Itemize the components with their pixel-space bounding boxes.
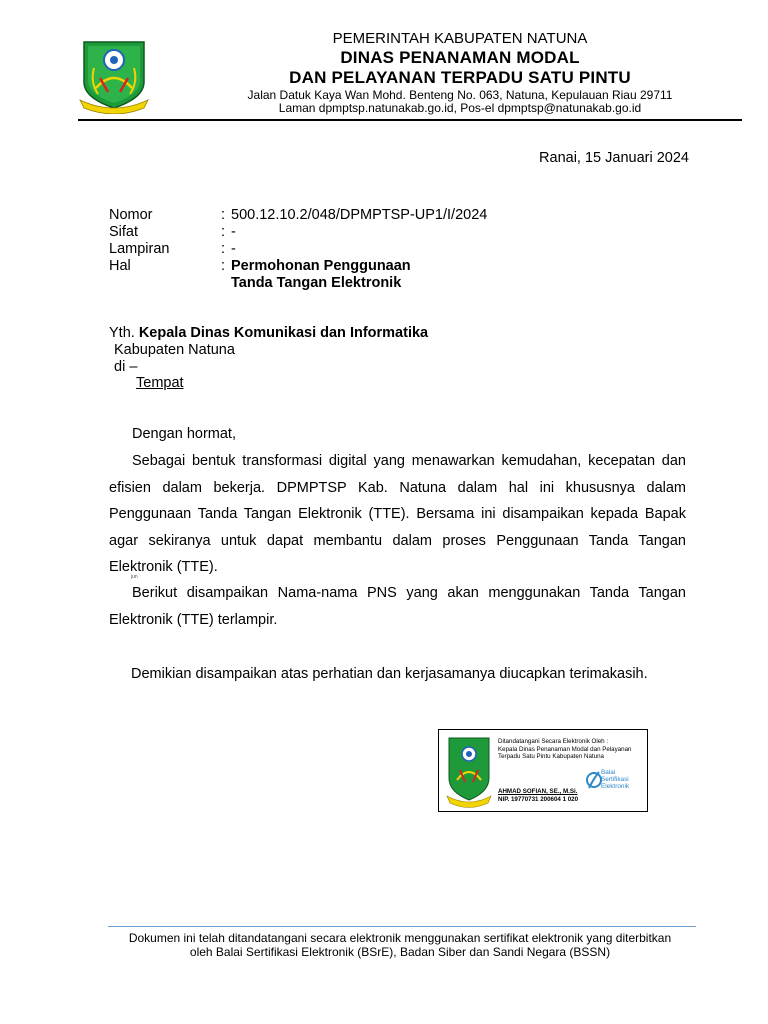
recipient-prefix: Yth. bbox=[109, 325, 135, 341]
bsre-text-line-3: Elektronik bbox=[601, 783, 630, 790]
nomor-label: Nomor bbox=[109, 207, 153, 223]
body-paragraph-2: Berikut disampaikan Nama-nama PNS yang akan menggunakan Tanda Tangan Elektronik (TTE) terlampir. bbox=[109, 585, 686, 628]
letterhead-agency-name-2: DAN PELAYANAN TERPADU SATU PINTU bbox=[289, 68, 631, 87]
signatory-name: AHMAD SOFIAN, SE., M.Si. bbox=[498, 788, 578, 795]
hal-value-line-2: Tanda Tangan Elektronik bbox=[231, 275, 402, 291]
letterhead-divider bbox=[78, 119, 742, 121]
signature-position-line-1: Kepala Dinas Penanaman Modal dan Pelayanan bbox=[498, 746, 632, 753]
footer-divider bbox=[108, 926, 696, 927]
letter-date: Ranai, 15 Januari 2024 bbox=[539, 150, 689, 166]
recipient-name: Kepala Dinas Komunikasi dan Informatika bbox=[138, 325, 429, 341]
letterhead-contact: Laman dpmptsp.natunakab.go.id, Pos-el dpmptsp@natunakab.go.id bbox=[278, 101, 642, 115]
footer-line-2: oleh Balai Sertifikasi Elektronik (BSrE), Badan Siber dan Sandi Negara (BSSN) bbox=[189, 945, 611, 959]
nomor-value: 500.12.10.2/048/DPMPTSP-UP1/I/2024 bbox=[231, 207, 488, 223]
letterhead-agency-name: DINAS PENANAMAN MODAL bbox=[340, 48, 580, 67]
natuna-emblem-icon bbox=[78, 38, 150, 114]
hal-value-line-1: Permohonan Penggunaan bbox=[231, 258, 411, 274]
recipient-regency: Kabupaten Natuna bbox=[114, 342, 235, 358]
lampiran-label: Lampiran bbox=[109, 241, 170, 257]
sifat-value: - bbox=[231, 224, 236, 240]
nomor-colon: : bbox=[221, 207, 226, 223]
recipient-line bbox=[109, 325, 428, 342]
letterhead-line-1: PEMERINTAH KABUPATEN NATUNA bbox=[332, 30, 588, 47]
stray-mark: jun bbox=[131, 574, 138, 580]
sifat-colon: : bbox=[221, 224, 226, 240]
signatory-nip: NIP. 19770731 200604 1 020 bbox=[498, 796, 579, 803]
bsre-logo-icon bbox=[586, 768, 602, 796]
recipient-place: Tempat bbox=[136, 375, 184, 391]
recipient-di: di – bbox=[114, 359, 138, 375]
footer-line-1: Dokumen ini telah ditandatangani secara elektronik menggunakan sertifikat elektronik yang diterbitkan bbox=[128, 931, 672, 945]
lampiran-colon: : bbox=[221, 241, 226, 257]
bsre-text bbox=[601, 769, 629, 790]
bsre-text-line-2: Sertifikasi bbox=[601, 776, 629, 783]
lampiran-value: - bbox=[231, 241, 236, 257]
bsre-text-line-1: Balai bbox=[601, 769, 616, 776]
hal-colon: : bbox=[221, 258, 226, 274]
signature-position-line-2: Terpadu Satu Pintu Kabupaten Natuna bbox=[498, 753, 604, 760]
hal-label: Hal bbox=[109, 258, 131, 274]
electronic-signature-box bbox=[438, 729, 648, 812]
sifat-label: Sifat bbox=[109, 224, 139, 240]
closing-sentence: Demikian disampaikan atas perhatian dan kerjasamanya diucapkan terimakasih. bbox=[131, 666, 648, 682]
letterhead-address: Jalan Datuk Kaya Wan Mohd. Benteng No. 063, Natuna, Kepulauan Riau 29711 bbox=[247, 88, 673, 102]
natuna-emblem-icon bbox=[445, 734, 493, 808]
greeting: Dengan hormat, bbox=[132, 426, 236, 442]
body-paragraph-1: Sebagai bentuk transformasi digital yang menawarkan kemudahan, kecepatan dan efisien dalam bekerja. DPMPTSP Kab. Natuna dalam hal ini khususnya dalam Penggunaan Tanda Tangan Elektronik (TTE). Bersama ini disampaikan kepada Bapak agar sekiranya untuk dapat membantu dalam proses Penggunaan Tanda Tangan Elektronik (TTE). bbox=[109, 453, 686, 575]
signature-caption: Ditandatangani Secara Elektronik Oleh : bbox=[498, 738, 609, 745]
